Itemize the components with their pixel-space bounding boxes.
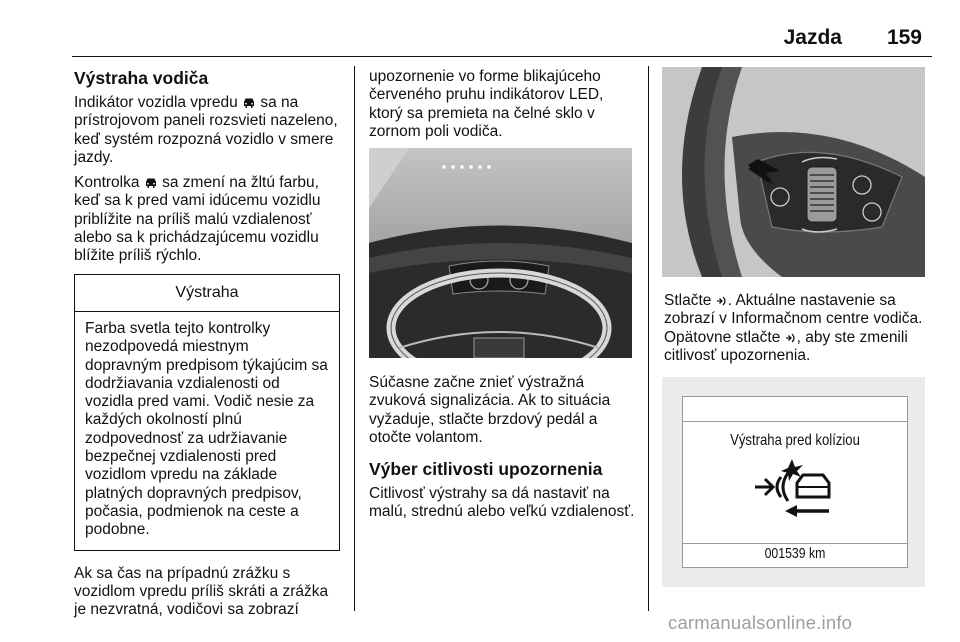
vehicle-ahead-icon bbox=[242, 97, 256, 109]
warning-text: Farba svetla tejto kontrolky nezodpovedá miestnym dopravným predpisom týkajúcim sa dodržiavania vzdialenosti od vozidla pred vami. Vodič nesie za každých okolností plnú zodpovednosť za udržiavanie bezpečnej vzdialenosti pred vozidlom vpredu na základe platných dopravných predpisov, počasia, podmienok na ceste a podobne. bbox=[85, 319, 328, 539]
page-number: 159 bbox=[886, 26, 922, 49]
heading-sensitivity: Výber citlivosti upozornenia bbox=[369, 459, 603, 480]
paragraph-led-warning: upozornenie vo forme blikajúceho červeného pruhu indikátorov LED, ktorý sa premieta na čelné sklo v zornom poli vodiča. bbox=[369, 68, 604, 140]
warning-box bbox=[74, 274, 340, 551]
paragraph-color-change: Kontrolka sa zmení na žltú farbu, keď sa k pred vami idúcemu vozidlu priblížite na príliš malú vzdialenosť alebo sa k prichádzajúcemu vozidlu blížite príliš rýchlo. bbox=[74, 174, 321, 265]
display-screen bbox=[682, 396, 908, 568]
paragraph-indicator: Indikátor vozidla vpredu sa na prístrojovom paneli rozsvieti nazeleno, keď systém rozpozná vozidlo v smere jazdy. bbox=[74, 94, 338, 166]
column-divider-left bbox=[354, 66, 355, 611]
display-title: Výstraha pred kolíziou bbox=[730, 432, 860, 449]
heading-driver-warning: Výstraha vodiča bbox=[74, 68, 209, 88]
collision-alert-button-icon bbox=[716, 295, 728, 307]
windshield-led-illustration bbox=[369, 148, 632, 358]
collision-warning-icon bbox=[745, 459, 845, 529]
paragraph-acoustic: Súčasne začne znieť výstražná zvuková signalizácia. Ak to situácia vyžaduje, stlačte brzdový pedál a otočte volantom. bbox=[369, 374, 611, 446]
warning-title: Výstraha bbox=[75, 275, 339, 312]
collision-alert-button-icon bbox=[785, 332, 797, 344]
driver-info-display-illustration bbox=[662, 377, 925, 587]
watermark: carmanualsonline.info bbox=[668, 612, 853, 633]
vehicle-ahead-icon bbox=[144, 177, 158, 189]
page-header bbox=[0, 26, 960, 56]
display-top-rule bbox=[683, 421, 907, 422]
header-rule bbox=[72, 56, 932, 57]
column-2 bbox=[369, 68, 635, 148]
paragraph-collision: Ak sa čas na prípadnú zrážku s vozidlom vpredu príliš skráti a zrážka je nezvratná, vodičovi sa zobrazí bbox=[74, 564, 329, 619]
section-title: Jazda bbox=[783, 26, 842, 49]
column-3 bbox=[664, 292, 932, 372]
steering-wheel-illustration bbox=[662, 67, 925, 277]
paragraph-sensitivity: Citlivosť výstrahy sa dá nastaviť na malú, strednú alebo veľkú vzdialenosť. bbox=[369, 485, 635, 521]
column-1 bbox=[74, 68, 340, 626]
display-bottom-rule bbox=[683, 543, 907, 544]
display-odometer: 001539 km bbox=[764, 545, 826, 562]
column-divider-right bbox=[648, 66, 649, 611]
paragraph-press-button: Stlačte . Aktuálne nastavenie sa zobrazí v Informačnom centre vodiča. Opätovne stlačte , aby ste zmenili citlivosť upozornenia. bbox=[664, 292, 923, 364]
column-2-lower bbox=[369, 374, 635, 529]
